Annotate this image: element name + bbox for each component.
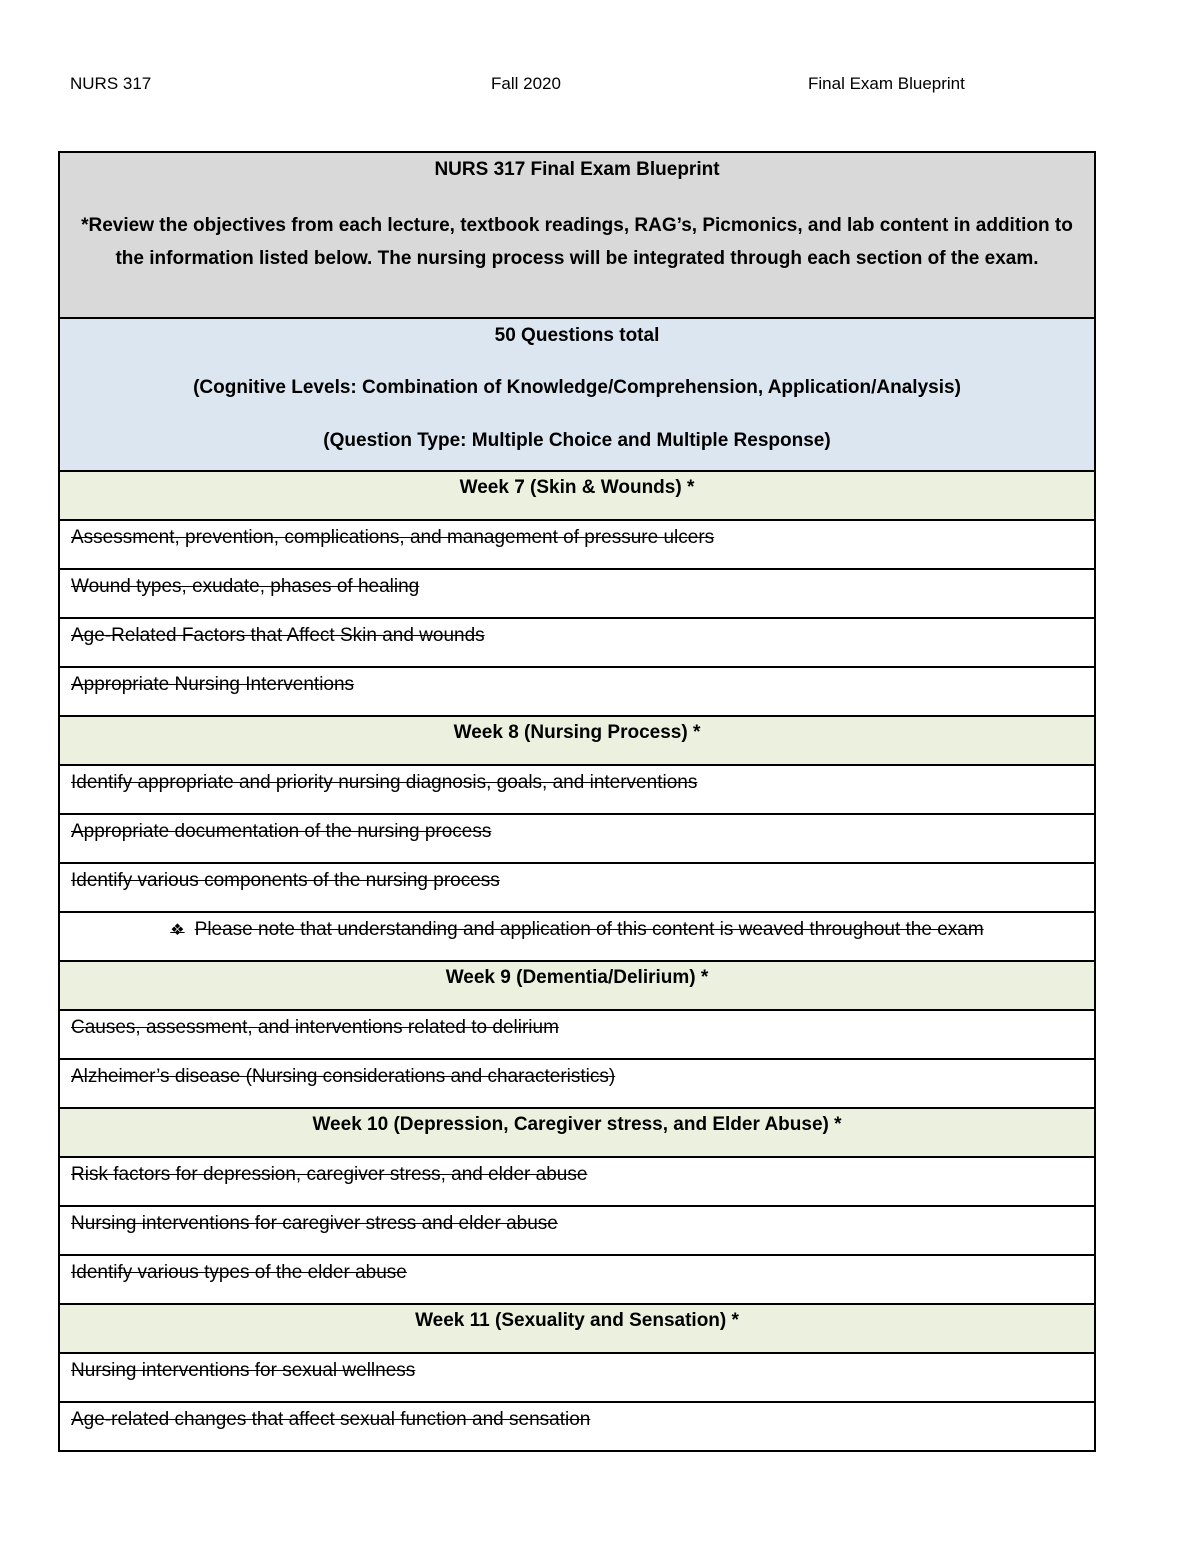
topic-item: Identify various components of the nursing process bbox=[71, 870, 500, 891]
topic-row bbox=[59, 1206, 1095, 1255]
week-heading-row bbox=[59, 716, 1095, 765]
topic-row bbox=[59, 1255, 1095, 1304]
topic-row bbox=[59, 863, 1095, 912]
topic-row bbox=[59, 569, 1095, 618]
topic-item: Assessment, prevention, complications, and management of pressure ulcers bbox=[71, 527, 715, 548]
blueprint-title: NURS 317 Final Exam Blueprint bbox=[434, 159, 720, 180]
header-term: Fall 2020 bbox=[491, 74, 561, 93]
topic-row bbox=[59, 618, 1095, 667]
topic-item: Identify appropriate and priority nursing diagnosis, goals, and interventions bbox=[71, 772, 698, 793]
topic-item: Wound types, exudate, phases of healing bbox=[71, 576, 420, 597]
topic-item: Causes, assessment, and interventions related to delirium bbox=[71, 1017, 559, 1038]
question-type: (Question Type: Multiple Choice and Multiple Response) bbox=[323, 430, 831, 451]
week-heading: Week 8 (Nursing Process) * bbox=[453, 722, 701, 743]
blueprint-intro: *Review the objectives from each lecture, textbook readings, RAG’s, Picmonics, and lab content in addition to the information listed below. The nursing process will be integrated through each section of the exam. bbox=[81, 215, 1073, 269]
week-heading-row bbox=[59, 961, 1095, 1010]
topic-item: Appropriate documentation of the nursing process bbox=[71, 821, 492, 842]
page-header bbox=[0, 74, 1200, 98]
note-row bbox=[59, 912, 1095, 961]
week-heading: Week 11 (Sexuality and Sensation) * bbox=[415, 1310, 739, 1331]
question-total: 50 Questions total bbox=[494, 325, 660, 346]
topic-item: Appropriate Nursing Interventions bbox=[71, 674, 355, 695]
topic-item: Nursing interventions for sexual wellness bbox=[71, 1360, 416, 1381]
topic-item: Age-related changes that affect sexual function and sensation bbox=[71, 1409, 591, 1430]
topic-row bbox=[59, 667, 1095, 716]
content-note bbox=[60, 918, 1094, 943]
topic-row bbox=[59, 1059, 1095, 1108]
topic-row bbox=[59, 765, 1095, 814]
topic-item: Risk factors for depression, caregiver stress, and elder abuse bbox=[71, 1164, 588, 1185]
topic-item: Alzheimer’s disease (Nursing considerations and characteristics) bbox=[71, 1066, 616, 1087]
week-heading-row bbox=[59, 1108, 1095, 1157]
blueprint-table bbox=[58, 151, 1096, 1452]
diamond-bullet-icon: ❖ bbox=[170, 922, 185, 939]
topic-row bbox=[59, 520, 1095, 569]
title-box bbox=[59, 152, 1095, 318]
topic-row bbox=[59, 1402, 1095, 1451]
topic-row bbox=[59, 1353, 1095, 1402]
cognitive-levels: (Cognitive Levels: Combination of Knowledge/Comprehension, Application/Analysis) bbox=[193, 377, 961, 398]
topic-row bbox=[59, 814, 1095, 863]
content-note-text: Please note that understanding and application of this content is weaved throughout the exam bbox=[194, 919, 984, 940]
week-heading: Week 10 (Depression, Caregiver stress, and Elder Abuse) * bbox=[312, 1114, 842, 1135]
topic-item: Nursing interventions for caregiver stress and elder abuse bbox=[71, 1213, 558, 1234]
header-doc-title: Final Exam Blueprint bbox=[808, 74, 965, 93]
topic-row bbox=[59, 1157, 1095, 1206]
topic-item: Identify various types of the elder abuse bbox=[71, 1262, 407, 1283]
summary-box bbox=[59, 318, 1095, 471]
topic-row bbox=[59, 1010, 1095, 1059]
week-heading: Week 7 (Skin & Wounds) * bbox=[459, 477, 695, 498]
header-course: NURS 317 bbox=[70, 74, 152, 93]
topic-item: Age-Related Factors that Affect Skin and wounds bbox=[71, 625, 485, 646]
week-heading: Week 9 (Dementia/Delirium) * bbox=[445, 967, 709, 988]
week-heading-row bbox=[59, 471, 1095, 520]
week-heading-row bbox=[59, 1304, 1095, 1353]
